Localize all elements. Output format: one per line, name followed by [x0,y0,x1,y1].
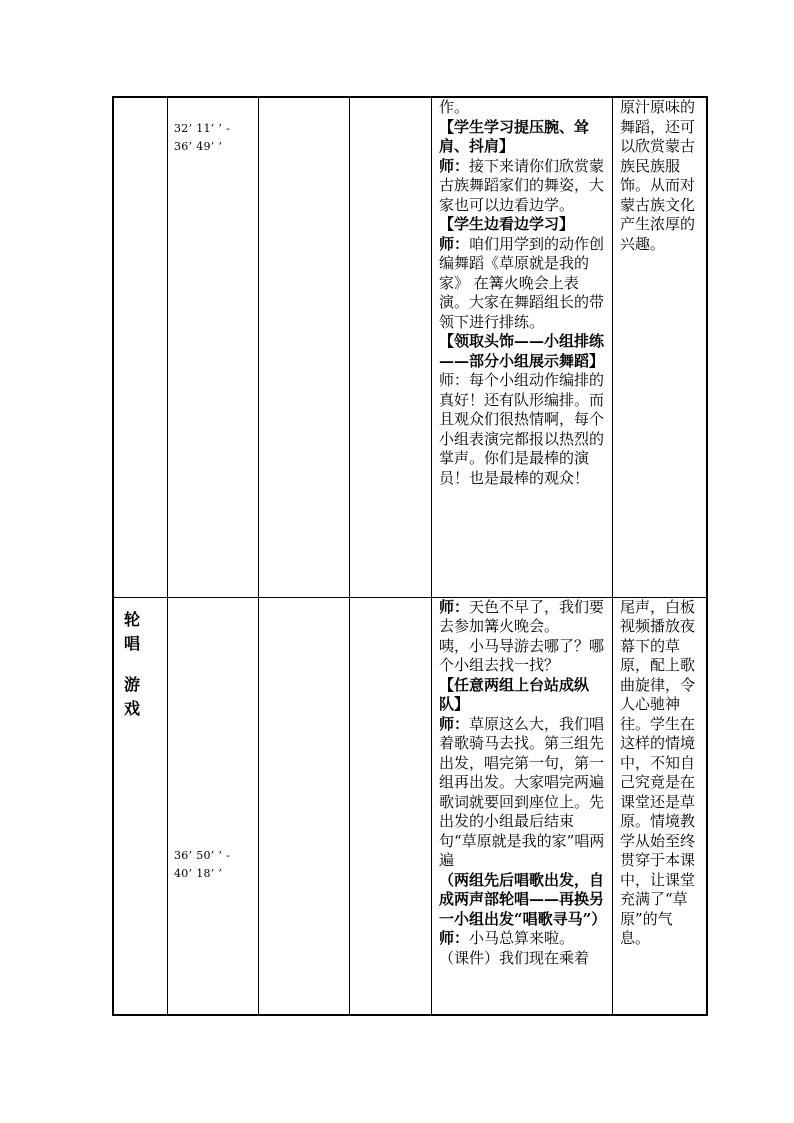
content-line: 师：每个小组动作编排的真好！还有队形编排。而且观众们很热情啊，每个小组表演完都报以热烈的掌声。你们是最棒的演员！也是最棒的观众！ [439,371,605,487]
time-end: 40’ 18’ ’ [174,866,223,880]
content-line: 师：天色不早了，我们要去参加篝火晚会。 [439,597,605,635]
stage-label: 游戏 [124,674,147,718]
content-line: 作。 [439,98,470,116]
content-line: 师：小马总算来啦。 [439,929,575,947]
note-text: 原汁原味的舞蹈，还可以欣赏蒙古族民族服饰。从而对蒙古族文化产生浓厚的兴趣。 [620,98,696,253]
empty-cell [350,97,432,597]
content-heading: （两组先后唱歌出发，自成两声部轮唱——再换另一小组出发“唱歌寻马”） [439,870,607,928]
table-row [113,597,707,1015]
empty-cell [350,597,432,1015]
stage-cell [113,597,168,1015]
note-cell [613,597,708,1015]
time-cell [168,597,259,1015]
time-start: 36’ 50’ ’ - [174,848,230,862]
lesson-plan-table [112,96,708,1016]
content-cell [432,597,613,1015]
time-end: 36’ 49’ ’ [174,140,223,153]
stage-cell [113,97,168,597]
content-line: 咦，小马导游去哪了？哪个小组去找一找？ [439,636,605,674]
content-heading: 【领取头饰——小组排练——部分小组展示舞蹈】 [439,332,605,370]
stage-label: 轮唱 [124,609,147,653]
note-cell [613,97,708,597]
content-cell [432,97,613,597]
empty-cell [259,97,350,597]
content-line: 师：咱们用学到的动作创编舞蹈《草原就是我的家》 在篝火晚会上表演。大家在舞蹈组长的带领下进行排练。 [439,234,605,331]
time-start: 32’ 11’ ’ - [174,122,230,135]
content-heading: 【学生学习提压腕、耸肩、抖肩】 [439,117,590,155]
content-line: 师：草原这么大，我们唱着歌骑马去找。第三组先出发，唱完第一句，第一组再出发。大家唱完两遍歌词就要回到座位上。先出发的小组最后结束句“草原就是我的家”唱两遍 [439,714,605,869]
content-heading: 【学生边看边学习】 [439,215,575,233]
empty-cell [259,597,350,1015]
table-row [113,97,707,597]
content-line: （课件）我们现在乘着 [439,948,590,967]
content-line: 师：接下来请你们欣赏蒙古族舞蹈家们的舞姿，大家也可以边看边学。 [439,156,605,214]
content-heading: 【任意两组上台站成纵队】 [439,675,590,713]
note-text: 尾声，白板视频播放夜幕下的草原，配上歌曲旋律，令人心驰神往。学生在这样的情境中，不知自己究竟是在课堂还是草原。情境教学从始至终贯穿于本课中，让课堂充满了“草原”的气息。 [620,597,696,947]
time-cell [168,97,259,597]
